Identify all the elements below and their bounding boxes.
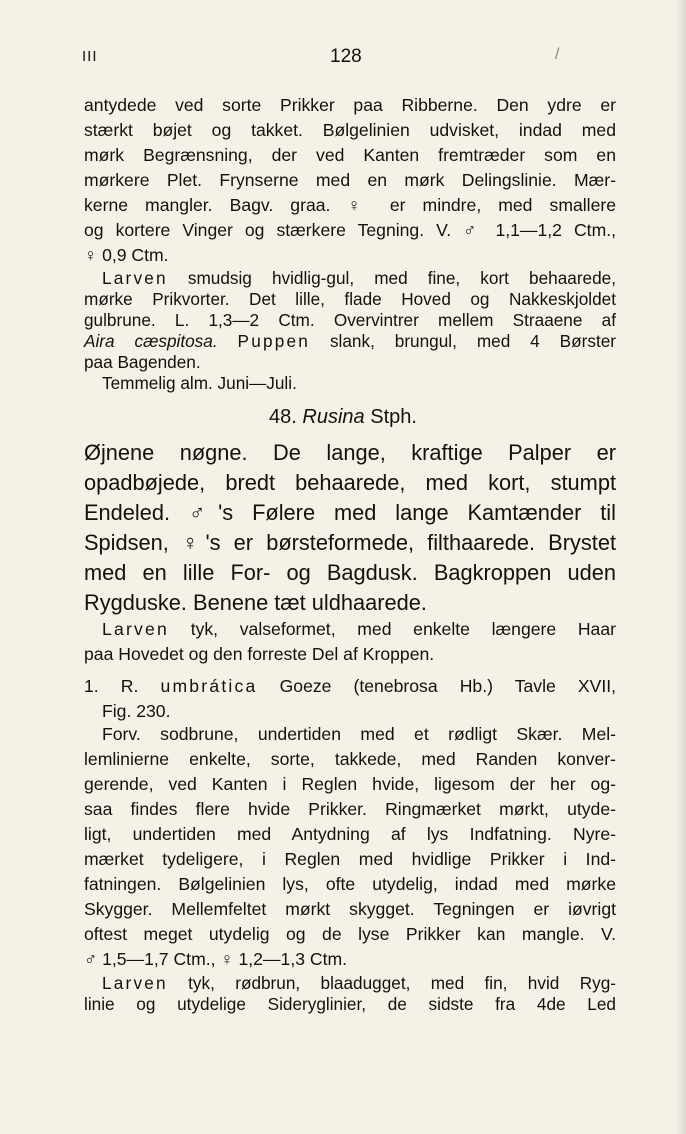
plant-name: Aira cæspitosa.	[84, 331, 218, 351]
genus-description	[84, 438, 616, 618]
text-line: ♂ 1,5—1,7 Ctm., ♀ 1,2—1,3 Ctm.	[84, 949, 348, 969]
text-line	[84, 268, 616, 289]
text-line: Rygduske. Benene tæt uldhaarede.	[84, 590, 427, 615]
text-line: Spidsen, ♀'s er børsteformede, filthaarede. Brystet	[84, 530, 616, 555]
genus-author: Stph.	[370, 406, 417, 428]
text-line: lemlinierne enkelte, sorte, takkede, med Randen konver-	[84, 749, 616, 769]
species-name: umbrática	[160, 676, 258, 696]
text-line: kerne mangler. Bagv. graa. ♀ er mindre, med smallere	[84, 195, 616, 215]
text-line: Forv. sodbrune, undertiden med et rødligt Skær. Mel-	[102, 724, 616, 744]
text-line	[84, 674, 616, 699]
larva-paragraph	[84, 973, 616, 1015]
text-line: gerende, ved Kanten i Reglen hvide, ligesom der her og-	[84, 774, 616, 794]
text-line: mørk Begrænsning, der ved Kanten fremtræder som en	[84, 145, 616, 165]
text-line: opadbøjede, bredt behaarede, med kort, stumpt	[84, 470, 616, 495]
larva-term: Larven	[102, 973, 168, 993]
text-line: med en lille For- og Bagdusk. Bagkroppen uden	[84, 560, 616, 585]
text-fragment: tyk, rødbrun, blaadugget, med fin, hvid Ryg-	[167, 973, 616, 993]
text-line: Skygger. Mellemfeltet mørkt skygget. Tegningen er iøvrigt	[84, 899, 616, 919]
text-line: Temmelig alm. Juni—Juli.	[102, 373, 297, 393]
text-line: fatningen. Bølgelinien lys, ofte utydelig, indad med mørke	[84, 874, 616, 894]
text-line: og kortere Vinger og stærkere Tegning. V. ♂ 1,1—1,2 Ctm.,	[84, 220, 616, 240]
species-number: 1. R.	[84, 676, 139, 696]
text-line: paa Bagenden.	[84, 352, 201, 372]
text-fragment: tyk, valseformet, med enkelte længere Haar	[169, 619, 616, 639]
text-line: Øjnene nøgne. De lange, kraftige Palper er	[84, 440, 616, 465]
text-fragment: smudsig hvidlig-gul, med fine, kort behaarede,	[167, 268, 616, 288]
figure-reference: Fig. 230.	[102, 701, 171, 721]
text-line: ligt, undertiden med Antydning af lys Indfatning. Nyre-	[84, 824, 616, 844]
pupa-term: Puppen	[237, 331, 311, 351]
signature-mark: III	[82, 48, 98, 65]
genus-name: Rusina	[302, 406, 365, 428]
text-line: mærket tydeligere, i Reglen med hvidlige Prikker i Ind-	[84, 849, 616, 869]
larva-paragraph	[84, 268, 616, 394]
genus-heading	[0, 406, 686, 429]
text-line: oftest meget utydelig og de lyse Prikker kan mangle. V.	[84, 924, 616, 944]
text-line: antydede ved sorte Prikker paa Ribberne. Den ydre er	[84, 95, 616, 115]
text-line: ♀ 0,9 Ctm.	[84, 245, 169, 265]
paragraph-continuation	[84, 93, 616, 268]
text-line: mørke Prikvorter. Det lille, flade Hoved og Nakkeskjoldet	[84, 289, 616, 309]
species-author: Goeze (tenebrosa Hb.) Tavle XVII,	[279, 676, 617, 696]
page-number: 128	[330, 46, 362, 67]
text-line: linie og utydelige Sideryglinier, de sidste fra 4de Led	[84, 994, 616, 1014]
species-description	[84, 722, 616, 972]
text-fragment: slank, brungul, med 4 Børster	[310, 331, 617, 351]
text-line: Endeled. ♂'s Følere med lange Kamtænder til	[84, 500, 616, 525]
larva-term: Larven	[102, 619, 169, 639]
text-line: stærkt bøjet og takket. Bølgelinien udvisket, indad med	[84, 120, 616, 140]
edge-mark: /	[555, 46, 560, 63]
text-line: mørkere Plet. Frynserne med en mørk Delingslinie. Mær-	[84, 170, 616, 190]
text-line: saa findes flere hvide Prikker. Ringmærket mørkt, utyde-	[84, 799, 616, 819]
larva-paragraph	[84, 617, 616, 667]
text-line	[84, 331, 616, 352]
larva-term: Larven	[102, 268, 168, 288]
text-line: paa Hovedet og den forreste Del af Kroppen.	[84, 644, 435, 664]
species-entry	[84, 674, 616, 724]
page-edge-shadow	[676, 0, 686, 1134]
text-line	[84, 617, 616, 642]
text-line: gulbrune. L. 1,3—2 Ctm. Overvintrer mellem Straaene af	[84, 310, 616, 330]
genus-number: 48.	[269, 406, 297, 428]
text-line	[84, 973, 616, 994]
